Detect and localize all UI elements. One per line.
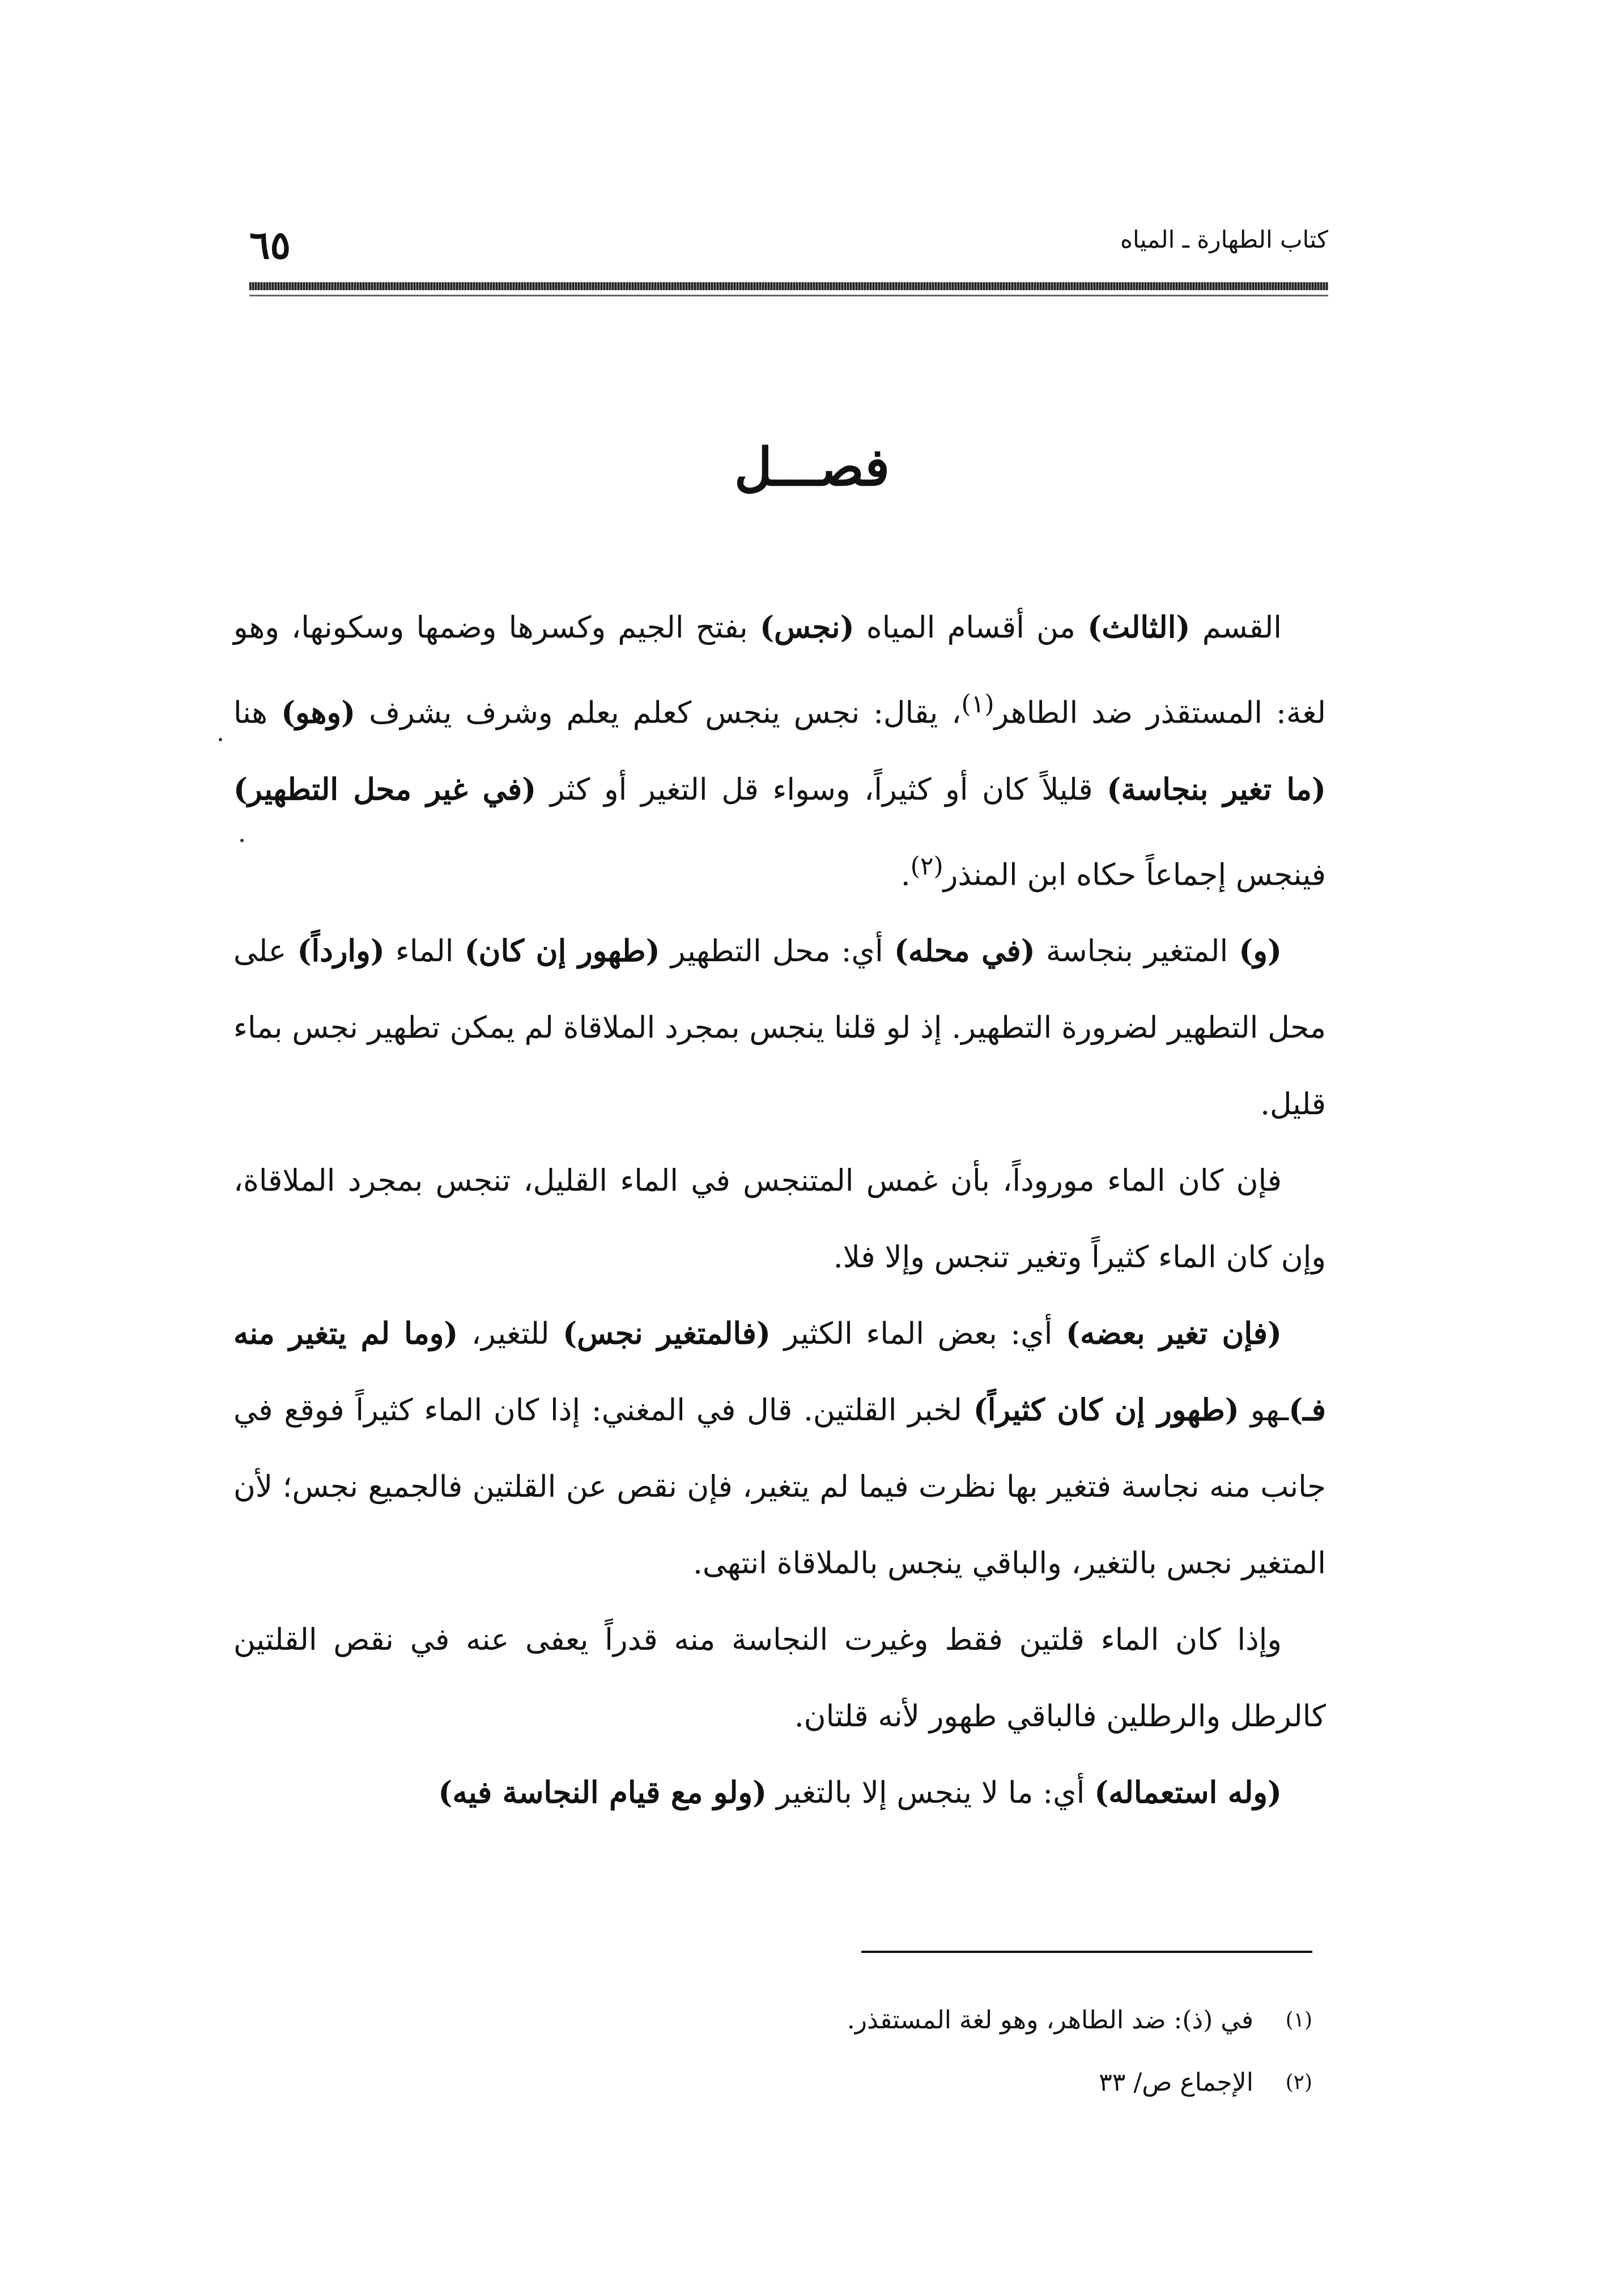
commentary-text: على محل التطهير لضرورة التطهير. إذ لو قلنا ينجس بمجرد الملاقاة لم يمكن تطهير نجس بماء قليل.: [233, 934, 1326, 1122]
commentary-text: هنا: [233, 695, 282, 731]
paragraph: [233, 589, 1326, 913]
paragraph: [233, 1602, 1326, 1755]
commentary-text: من أقسام المياه: [854, 610, 1088, 645]
bold-matn-text: (وما لم يتغير منه فـ): [233, 1316, 1327, 1428]
commentary-text: قليلاً كان أو كثيراً، وسواء قل التغير أو كثر: [536, 772, 1107, 807]
header-rule-thin: [249, 295, 1328, 296]
commentary-text: الماء: [384, 934, 465, 969]
commentary-text: أي: بعض الماء الكثير: [770, 1317, 1066, 1352]
footnote-2: [233, 2052, 1312, 2114]
commentary-text: أي: ما لا ينجس إلا بالتغير: [767, 1776, 1095, 1811]
bold-matn-text: (وهو): [281, 695, 356, 731]
commentary-text: لخبر القلتين. قال في المغني: إذا كان الماء كثيراً فوقع في جانب منه نجاسة فتغير بها نظرت فيما لم يتغير، فإن نقص عن القلتين فالجميع نجس؛ لأن المتغير نجس بالتغير، والباقي ينجس بالملاقاة انتهى.: [233, 1393, 1326, 1581]
bold-matn-text: (وله استعماله): [1094, 1775, 1282, 1811]
scan-speck: [240, 839, 244, 842]
paragraph: [233, 1755, 1326, 1831]
page-number: ٦٥: [249, 223, 291, 268]
paragraph: [233, 913, 1326, 1143]
commentary-text: ـهو: [1239, 1393, 1289, 1428]
footnote-ref: (١): [961, 690, 994, 719]
footnote-1: [233, 1989, 1312, 2052]
paragraph: [233, 1296, 1326, 1602]
running-header: [249, 214, 1328, 277]
footnote-number: (٢): [1285, 2071, 1312, 2094]
footnote-text: الإجماع ص/ ٣٣: [1099, 2068, 1253, 2097]
commentary-text: .: [900, 857, 911, 893]
bold-matn-text: (طهور إن كان كثيراً): [973, 1392, 1239, 1428]
bold-matn-text: (في محله): [894, 933, 1035, 969]
commentary-text: أي: محل التطهير: [660, 934, 894, 969]
commentary-text: للتغير،: [458, 1317, 563, 1352]
footnotes: [233, 1989, 1312, 2114]
header-rule: [249, 282, 1328, 290]
commentary-text: فينجس إجماعاً حكاه ابن المنذر: [943, 857, 1326, 893]
footnote-ref: (٢): [910, 851, 943, 881]
commentary-text: ، يقال: نجس ينجس كعلم يعلم وشرف يشرف: [355, 695, 962, 731]
bold-matn-text: (فالمتغير نجس): [563, 1316, 771, 1352]
bold-matn-text: (ما تغير بنجاسة): [1107, 771, 1326, 807]
main-text-body: [233, 589, 1326, 1831]
bold-matn-text: (ولو مع قيام النجاسة فيه): [438, 1775, 767, 1811]
paragraph: [233, 1143, 1326, 1296]
bold-matn-text: (نجس): [759, 610, 854, 645]
scan-speck: [219, 738, 222, 741]
commentary-text: فإن كان الماء موروداً، بأن غمس المتنجس في الماء القليل، تنجس بمجرد الملاقاة، وإن كان الماء كثيراً وتغير تنجس وإلا فلا.: [233, 1164, 1326, 1275]
commentary-text: بفتح الجيم وكسرها وضمها وسكونها، وهو لغة: المستقذر ضد الطاهر: [233, 610, 1326, 731]
running-header-title: كتاب الطهارة ـ المياه: [1120, 226, 1328, 253]
commentary-text: وإذا كان الماء قلتين فقط وغيرت النجاسة منه قدراً يعفى عنه في نقص القلتين كالرطل والرطلين فالباقي طهور لأنه قلتان.: [233, 1623, 1326, 1734]
footnote-number: (١): [1285, 2009, 1312, 2032]
bold-matn-text: (في غير محل التطهير): [233, 771, 537, 807]
footnote-text: في (ذ): ضد الطاهر، وهو لغة المستقذر.: [847, 2006, 1253, 2035]
section-heading: فصـــل: [734, 436, 890, 498]
commentary-text: المتغير بنجاسة: [1035, 934, 1239, 969]
bold-matn-text: (طهور إن كان): [464, 933, 660, 969]
commentary-text: القسم: [1190, 610, 1282, 645]
footnote-separator: [861, 1951, 1312, 1953]
bold-matn-text: (وارداً): [297, 933, 385, 969]
bold-matn-text: (فإن تغير بعضه): [1065, 1316, 1282, 1352]
bold-matn-text: (الثالث): [1087, 610, 1191, 645]
bold-matn-text: (و): [1239, 933, 1282, 969]
